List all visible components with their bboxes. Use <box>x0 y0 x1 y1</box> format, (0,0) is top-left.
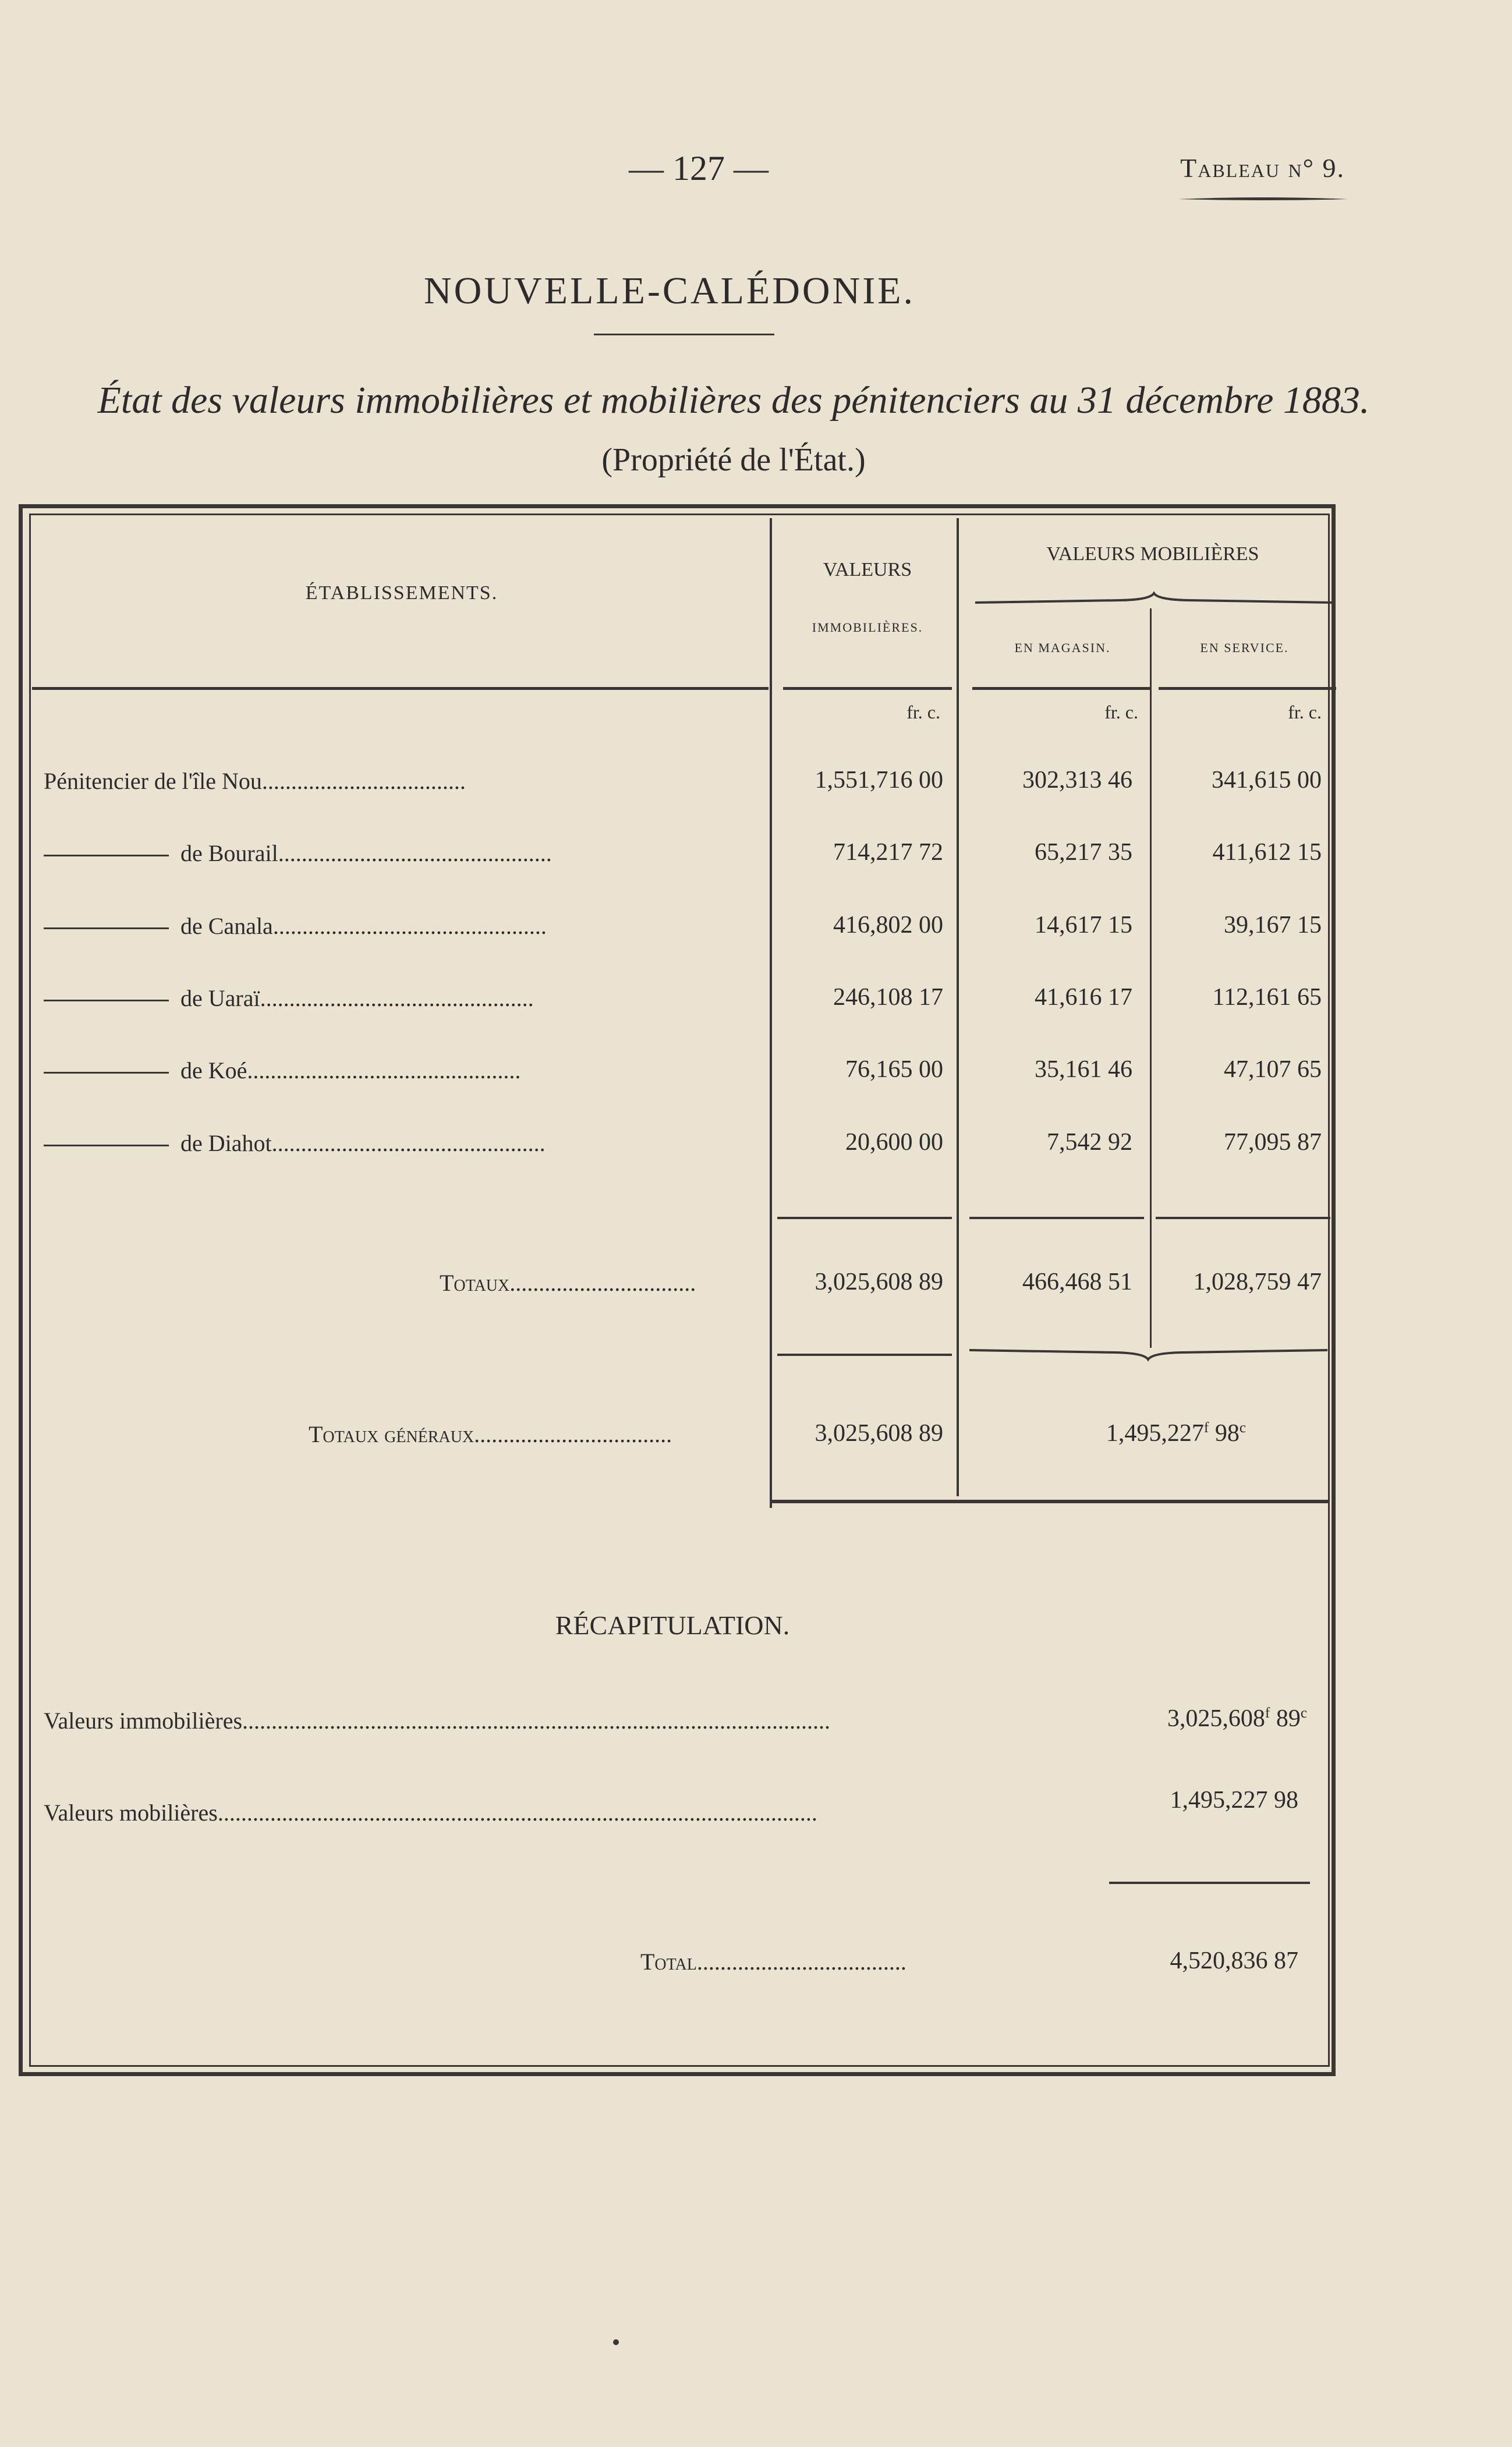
cell-immobilieres: 1,551,716 00 <box>815 767 943 794</box>
ditto-dash <box>44 927 169 929</box>
cell-magasin: 65,217 35 <box>1035 839 1132 866</box>
header-rule-2 <box>783 687 952 690</box>
header-establishments: ÉTABLISSEMENTS. <box>305 582 498 604</box>
cell-magasin: 302,313 46 <box>1022 767 1132 794</box>
tableau-underline <box>1179 197 1348 201</box>
row-label: de Koé <box>180 1057 247 1083</box>
ditto-dash <box>44 1000 169 1001</box>
row-label: de Bourail <box>180 840 278 866</box>
row-label: de Uaraï <box>180 985 260 1011</box>
header-brace <box>975 591 1333 605</box>
header-magasin: EN MAGASIN. <box>1014 640 1111 655</box>
totals-label: Totaux <box>440 1270 510 1296</box>
sum-brace <box>969 1348 1327 1362</box>
subtitle-paren: (Propriété de l'État.) <box>601 442 866 478</box>
header-rule <box>32 687 769 690</box>
total-immobilieres: 3,025,608 89 <box>815 1269 943 1295</box>
col-line-3 <box>1150 608 1152 1348</box>
cell-magasin: 7,542 92 <box>1047 1129 1132 1156</box>
col-line-2 <box>957 518 959 1496</box>
recap-mobilieres-label: Valeurs mobilières <box>44 1800 218 1826</box>
title-rule <box>594 334 774 335</box>
sum-rule-1 <box>777 1217 952 1219</box>
ditto-dash <box>44 1072 169 1074</box>
unit-service: fr. c. <box>1288 702 1322 723</box>
cell-service: 77,095 87 <box>1224 1129 1322 1156</box>
row-label: Pénitencier de l'île Nou <box>44 768 262 794</box>
total-service: 1,028,759 47 <box>1193 1269 1322 1295</box>
unit-immobilieres: fr. c. <box>907 702 940 723</box>
table-bottom-rule <box>770 1500 1329 1503</box>
cell-magasin: 14,617 15 <box>1035 912 1132 939</box>
cell-immobilieres: 246,108 17 <box>833 984 943 1011</box>
cell-magasin: 35,161 46 <box>1035 1056 1132 1083</box>
ditto-dash <box>44 855 169 856</box>
cell-service: 47,107 65 <box>1224 1056 1322 1083</box>
cell-immobilieres: 416,802 00 <box>833 912 943 939</box>
cell-service: 341,615 00 <box>1212 767 1322 794</box>
unit-magasin: fr. c. <box>1104 702 1138 723</box>
ditto-dash <box>44 1145 169 1146</box>
recap-immobilieres-value: 3,025,608$^f$ 89$^c$ <box>1167 1705 1307 1732</box>
cell-magasin: 41,616 17 <box>1035 984 1132 1011</box>
cell-immobilieres: 714,217 72 <box>833 839 943 866</box>
recap-title: RÉCAPITULATION. <box>555 1610 790 1640</box>
cell-service: 411,612 15 <box>1212 839 1322 866</box>
cell-immobilieres: 20,600 00 <box>845 1129 943 1156</box>
recap-mobilieres-value: 1,495,227 98 <box>1170 1787 1298 1814</box>
subtitle: État des valeurs immobilières et mobilières des pénitenciers au 31 décembre 1883. <box>97 379 1370 422</box>
header-valeurs: VALEURS <box>823 559 912 580</box>
header-service: EN SERVICE. <box>1200 640 1289 655</box>
total-magasin: 466,468 51 <box>1022 1269 1132 1295</box>
header-mobilieres: VALEURS MOBILIÈRES <box>1046 543 1259 565</box>
grand-totals-label: Totaux généraux <box>309 1421 475 1447</box>
col-line-1 <box>770 518 772 1508</box>
header-immobilieres: IMMOBILIÈRES. <box>812 620 923 635</box>
sum-rule-2 <box>969 1217 1144 1219</box>
page-number: — 127 — <box>629 149 769 187</box>
recap-immobilieres-label: Valeurs immobilières <box>44 1708 243 1734</box>
tableau-label: Tableau n° 9. <box>1180 153 1345 183</box>
sum-rule-3 <box>1156 1217 1330 1219</box>
row-label: de Canala <box>180 913 273 939</box>
row-label: de Diahot <box>180 1130 272 1156</box>
sum-rule-4 <box>777 1354 952 1356</box>
recap-sum-rule <box>1109 1882 1310 1884</box>
recap-total-value: 4,520,836 87 <box>1170 1947 1298 1974</box>
cell-service: 39,167 15 <box>1224 912 1322 939</box>
cell-service: 112,161 65 <box>1212 984 1322 1011</box>
grand-total-mobilieres: 1,495,227$^f$ 98$^c$ <box>1106 1420 1246 1447</box>
header-rule-4 <box>1159 687 1336 690</box>
cell-immobilieres: 76,165 00 <box>845 1056 943 1083</box>
grand-total-immobilieres: 3,025,608 89 <box>815 1420 943 1447</box>
page-title: NOUVELLE-CALÉDONIE. <box>424 270 915 312</box>
header-rule-3 <box>972 687 1150 690</box>
recap-total-label: Total <box>640 1949 697 1975</box>
stray-dot <box>613 2339 619 2345</box>
